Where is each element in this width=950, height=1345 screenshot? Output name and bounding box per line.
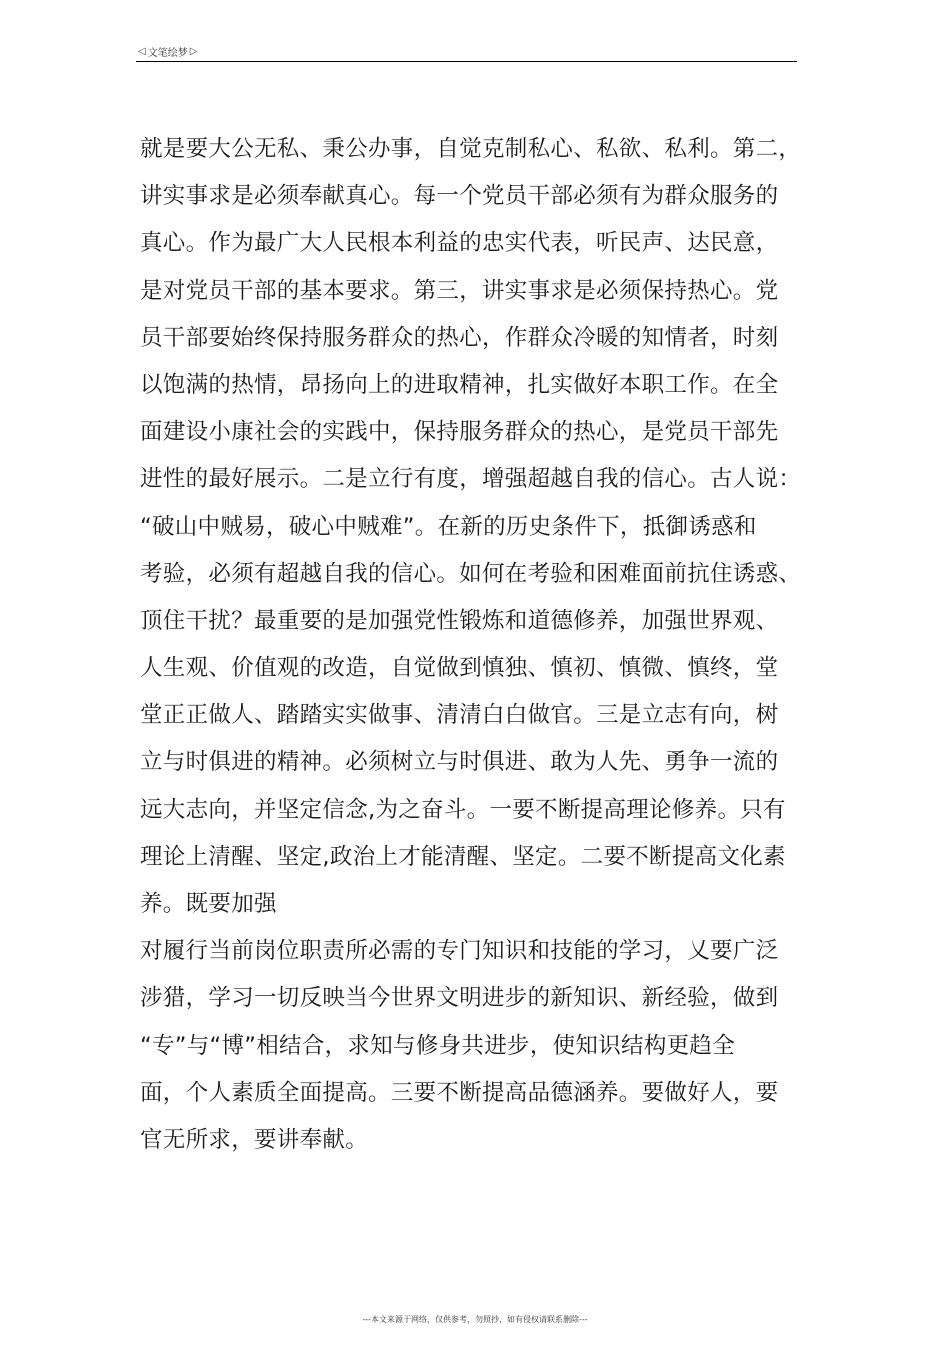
page-footer: ---本文来源于网络，仅供参考，勿照抄，如有侵权请联系删除---: [362, 1315, 588, 1324]
text-line: 对履行当前岗位职责所必需的专门知识和技能的学习，乂要广泛: [140, 938, 779, 965]
text-line: 官无所求，要讲奉献。: [140, 1126, 369, 1153]
text-line: 立与时俱进的精神。必须树立与时俱进、敢为人先、勇争一流的: [140, 749, 779, 776]
text-line: 考验，必须有超越自我的信心。如何在考验和困难面前抗住诱惑、: [140, 560, 802, 587]
text-line: 顶住干扰？最重要的是加强党性锻炼和道德修养，加强世界观、: [140, 607, 779, 634]
text-line: 员干部要始终保持服务群众的热心，作群众冷暖的知情者，时刻: [140, 324, 779, 351]
header-title: 文笔绘梦: [147, 48, 188, 59]
text-line: 养。既要加强: [140, 891, 277, 917]
text-line: 堂正正做人、踏踏实实做事、清清白白做官。三是立志有向，树: [140, 702, 779, 729]
text-line: 是对党员干部的基本要求。第三，讲实事求是必须保持热心。党: [140, 277, 779, 304]
text-line: 面建设小康社会的实践中，保持服务群众的热心，是党员干部先: [140, 419, 779, 446]
right-triangle-icon: ▷: [189, 46, 198, 57]
text-line: 真心。作为最广大人民根本利益的忠实代表，听民声、达民意，: [140, 230, 779, 257]
text-line: 理论上清醒、坚定,政治上才能清醒、坚定。二要不断提高文化素: [140, 843, 786, 870]
text-line: 讲实事求是必须奉献真心。每一个党员干部必须有为群众服务的: [140, 183, 779, 210]
text-line: 进性的最好展示。二是立行有度，增强超越自我的信心。古人说：: [140, 466, 802, 493]
text-line: 人生观、价值观的改造，自觉做到慎独、慎初、慎微、慎终，堂: [140, 655, 779, 682]
text-line: “专”与“博”相结合，求知与修身共进步，使知识结构更趋全: [140, 1032, 736, 1059]
text-line: 就是要大公无私、秉公办事，自觉克制私心、私欲、私利。第二，: [140, 136, 802, 162]
text-line: 以饱满的热情，昂扬向上的进取精神，扎实做好本职工作。在全: [140, 371, 779, 398]
text-line: 面，个人素质全面提高。三要不断提高品德涵养。要做好人，要: [140, 1079, 779, 1106]
left-triangle-icon: ◁: [138, 46, 146, 57]
text-line: 远大志向，并坚定信念,为之奋斗。一要不断提高理论修养。只有: [140, 796, 786, 823]
document-body: [140, 126, 802, 1164]
text-line: “破山中贼易，破心中贼难”。在新的历史条件下，抵御诱惑和: [140, 513, 757, 540]
page-header: [138, 44, 197, 59]
text-line: 涉猎，学习一切反映当今世界文明进步的新知识、新经验，做到: [140, 985, 779, 1012]
header-divider: [136, 61, 797, 62]
